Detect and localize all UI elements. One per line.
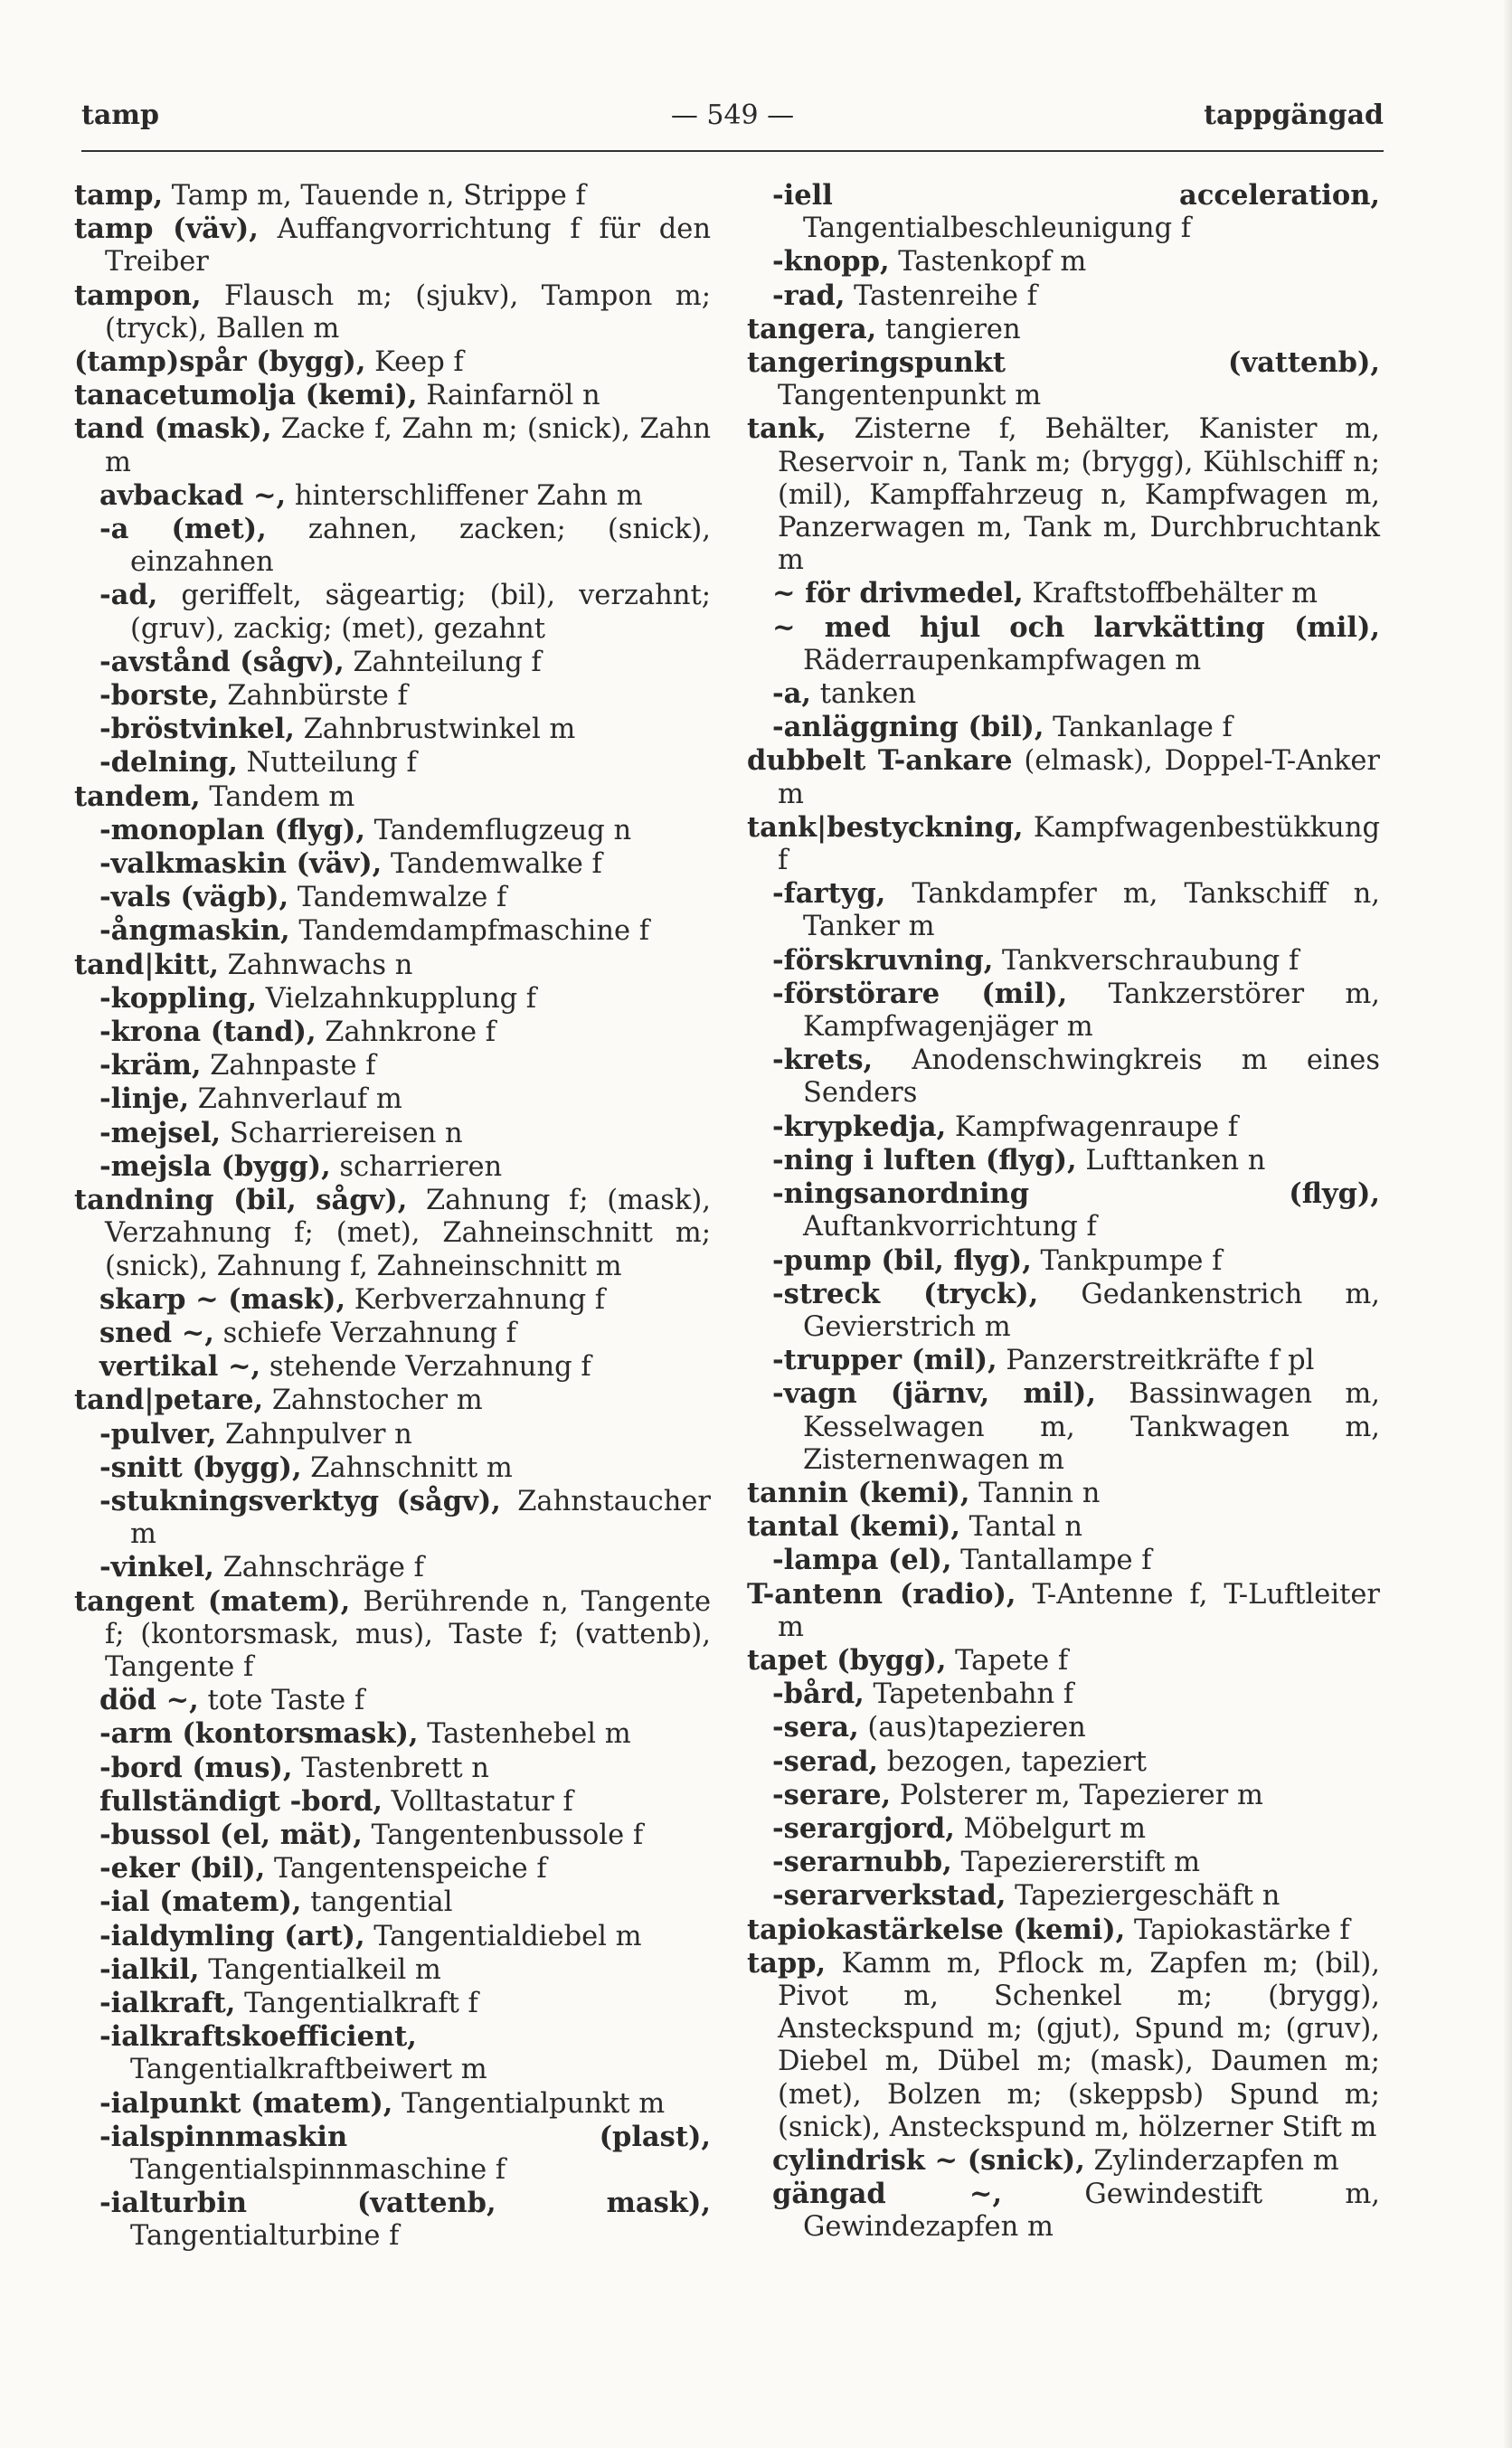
translation: Tankanlage f (1044, 712, 1233, 744)
sub-entry (747, 577, 1380, 610)
headword: död ~, (99, 1684, 199, 1717)
sub-entry (74, 479, 711, 513)
translation: Tapiokastärke f (1125, 1914, 1350, 1946)
translation: Flausch m; (sjukv), Tampon m; (tryck), Ballen m (105, 279, 711, 345)
dictionary-entry (74, 412, 711, 478)
translation: T-Antenne f, T-Luftleiter m (778, 1578, 1380, 1643)
headword: -lampa (el), (772, 1544, 952, 1577)
headword: -stukningsverktyg (sågv), (99, 1484, 501, 1517)
sub-entry (747, 877, 1380, 943)
translation: Tandem m (200, 780, 355, 813)
headword: -a, (772, 677, 812, 711)
translation: geriffelt, sägeartig; (bil), verzahnt; (gruv), zackig; (met), gezahnt (130, 580, 711, 645)
sub-entry (747, 279, 1380, 313)
headword: -ad, (99, 579, 158, 612)
sub-entry (747, 1711, 1380, 1744)
headword: tangent (matem), (74, 1584, 351, 1618)
column-left (74, 179, 711, 2254)
sub-entry (74, 1551, 711, 1584)
translation: Tastenbrett n (292, 1752, 489, 1784)
sub-entry (74, 1886, 711, 1919)
headword: -ialkraftskoefficient, (99, 2020, 417, 2054)
dictionary-entry (747, 744, 1380, 810)
sub-entry (74, 679, 711, 713)
translation: stehende Verzahnung f (260, 1351, 591, 1384)
translation: zahnen, zacken; (snick), einzahnen (130, 514, 712, 579)
translation: Tapeziererstift m (951, 1847, 1201, 1879)
translation: Kampfwagenbestükkung f (778, 811, 1380, 877)
translation: Tastenreihe f (845, 279, 1037, 312)
translation: Zahnwachs n (218, 949, 413, 981)
translation: Kamm m, Pflock m, Zapfen m; (bil), Pivot m, Schenkel m; (brygg), Ansteckspund m; (gjut), Spund m; (gruv), Diebel m, Dübel m; (mask), Daumen m; (met), Bolzen m; (skeppsb) Spund m; (snick), Ansteckspund m, hölzerner Stift m (778, 1947, 1380, 2143)
dictionary-entry (747, 1510, 1380, 1544)
headword: tapp, (747, 1946, 827, 1980)
translation: Rainfarnöl n (417, 380, 600, 412)
sub-entry (74, 1717, 711, 1751)
dictionary-entry (74, 949, 711, 982)
sub-entry (74, 2187, 711, 2253)
translation: Polsterer m, Tapezierer m (891, 1779, 1263, 1811)
sub-entry (74, 881, 711, 914)
headword: tandem, (74, 780, 201, 813)
translation: Scharriereisen n (221, 1117, 463, 1149)
sub-entry (74, 914, 711, 948)
dictionary-entry (74, 345, 711, 379)
headword: tampon, (74, 279, 202, 312)
headword: tank|bestyckning, (747, 810, 1024, 844)
sub-entry (747, 1678, 1380, 1711)
header-rule (81, 150, 1384, 152)
translation: Tangentialdiebel m (364, 1920, 642, 1952)
headword: -ning i luften (flyg), (772, 1143, 1077, 1177)
headword: -krona (tand), (99, 1016, 317, 1049)
translation: Tangentenpunkt m (778, 380, 1042, 412)
headword: tapet (bygg), (747, 1643, 947, 1677)
translation: Nutteilung f (237, 747, 417, 780)
sub-entry (747, 1812, 1380, 1846)
dictionary-entry (74, 213, 711, 279)
headword: -iell acceleration, (772, 179, 1380, 212)
translation: Zahnung f; (mask), Verzahnung f; (met), Zahneinschnitt m; (snick), Zahnung f, Zahneinschnitt m (105, 1185, 711, 1282)
headword: -serarnubb, (772, 1846, 952, 1879)
headword: tamp, (74, 179, 164, 212)
translation: Zahnbürste f (218, 680, 408, 713)
translation: Keep f (365, 346, 464, 379)
headword: -ialkil, (99, 1952, 200, 1986)
translation: Tantal n (959, 1511, 1082, 1544)
headword: -delning, (99, 746, 238, 780)
translation: (aus)tapezieren (858, 1712, 1086, 1744)
sub-entry (747, 944, 1380, 978)
headword: -a (met), (99, 513, 267, 546)
dictionary-entry (74, 1384, 711, 1417)
sub-entry (747, 179, 1380, 245)
translation: (elmask), Doppel-T-Anker m (778, 745, 1381, 810)
headword: -förskruvning, (772, 943, 994, 977)
headword: -monoplan (flyg), (99, 813, 365, 846)
headword: -kräm, (99, 1049, 202, 1082)
sub-entry (74, 1049, 711, 1082)
headword: gängad ~, (772, 2178, 1003, 2211)
headword: -valkmaskin (väv), (99, 847, 383, 881)
translation: Tapeziergeschäft n (1006, 1880, 1280, 1913)
headword: ~ för drivmedel, (772, 577, 1024, 610)
dictionary-entry (747, 1914, 1380, 1947)
translation: Anodenschwingkreis m eines Senders (803, 1044, 1380, 1110)
dictionary-entry (74, 379, 711, 412)
translation: Tangentenbussole f (362, 1819, 644, 1851)
translation: Tangentialturbine f (130, 2220, 400, 2253)
page-header (81, 99, 1384, 154)
translation: Zahnpaste f (201, 1050, 376, 1082)
dictionary-entry (74, 1585, 711, 1685)
headword: -sera, (772, 1711, 859, 1744)
translation: tanken (811, 678, 917, 711)
sub-entry (747, 1044, 1380, 1110)
headword: -rad, (772, 279, 846, 312)
dictionary-entry (747, 1578, 1380, 1644)
translation: Auffangvorrichtung f für den Treiber (105, 213, 711, 279)
headword: -ial (matem), (99, 1886, 302, 1919)
sub-entry (747, 1779, 1380, 1812)
headword: ~ med hjul och larvkätting (mil), (772, 610, 1380, 644)
headword: tangera, (747, 312, 877, 345)
headword: -pump (bil, flyg), (772, 1243, 1032, 1277)
sub-entry (74, 2121, 711, 2187)
headword: -avstånd (sågv), (99, 645, 345, 678)
sub-entry (74, 2087, 711, 2121)
translation: Tastenhebel m (418, 1718, 631, 1751)
headword: tank, (747, 412, 827, 446)
translation: Tangentialkeil m (199, 1953, 441, 1986)
headword: -bord (mus), (99, 1751, 293, 1784)
headword: -serargjord, (772, 1811, 955, 1845)
headword: -ningsanordning (flyg), (772, 1177, 1380, 1211)
translation: Tangentialpunkt m (392, 2087, 666, 2120)
translation: Auftankvorrichtung f (803, 1211, 1097, 1243)
headword: -ångmaskin, (99, 914, 290, 948)
translation: Tandemwalze f (288, 882, 507, 914)
headword: skarp ~ (mask), (99, 1282, 346, 1316)
translation: Gedankenstrich m, Gevierstrich m (803, 1278, 1380, 1343)
translation: Zahnpulver n (216, 1418, 412, 1451)
headword: -ialpunkt (matem), (99, 2086, 393, 2120)
sub-entry (747, 1244, 1380, 1278)
headword: T-antenn (radio), (747, 1577, 1016, 1611)
translation: Tandemflugzeug n (364, 814, 632, 846)
headword: -ialdymling (art), (99, 1919, 365, 1952)
dictionary-entry (747, 412, 1380, 577)
column-right (747, 179, 1380, 2245)
translation: Zahnverlauf m (189, 1083, 402, 1116)
translation: Tankdampfer m, Tankschiff n, Tanker m (803, 878, 1380, 943)
sub-entry (74, 746, 711, 780)
sub-entry (74, 1150, 711, 1184)
sub-entry (74, 1283, 711, 1317)
headword: -trupper (mil), (772, 1344, 997, 1377)
sub-entry (74, 1752, 711, 1785)
sub-entry (747, 1879, 1380, 1913)
translation: Zahnschnitt m (301, 1451, 513, 1484)
dictionary-entry (74, 279, 711, 345)
translation: Tapete f (946, 1644, 1069, 1677)
headword: -bussol (el, mät), (99, 1818, 363, 1851)
sub-entry (74, 713, 711, 746)
sub-entry (74, 2020, 711, 2086)
sub-entry (747, 1544, 1380, 1577)
headword: -linje, (99, 1082, 190, 1116)
headword: fullständigt -bord, (99, 1784, 383, 1818)
headword: -krypkedja, (772, 1110, 947, 1143)
translation: Tandemdampfmaschine f (289, 915, 649, 948)
sub-entry (74, 982, 711, 1016)
sub-entry (747, 1745, 1380, 1779)
translation: Tangentialkraft f (235, 1987, 478, 2019)
translation: Tankpumpe f (1031, 1244, 1223, 1277)
headword: tanacetumolja (kemi), (74, 379, 418, 412)
dictionary-entry (747, 1644, 1380, 1678)
translation: Räderraupenkampfwagen m (803, 644, 1202, 676)
translation: Berührende n, Tangente f; (kontorsmask, mus), Taste f; (vattenb), Tangente f (105, 1585, 712, 1683)
sub-entry (747, 677, 1380, 711)
translation: scharrieren (330, 1150, 503, 1183)
dictionary-entry (747, 346, 1380, 412)
header-last-word: tappgängad (1204, 99, 1384, 131)
headword: tand|petare, (74, 1384, 264, 1417)
headword: -koppling, (99, 981, 258, 1015)
translation: Panzerstreitkräfte f pl (997, 1345, 1315, 1377)
translation: Zylinderzapfen m (1084, 2144, 1339, 2177)
header-first-word: tamp (81, 99, 160, 131)
translation: Kraftstoffbehälter m (1023, 578, 1318, 610)
translation: Bassinwagen m, Kesselwagen m, Tankwagen m, Zisternenwagen m (803, 1378, 1380, 1476)
headword: avbackad ~, (99, 478, 287, 512)
sub-entry (74, 1082, 711, 1116)
translation: Tamp m, Tauende n, Strippe f (163, 180, 586, 212)
translation: Vielzahnkupplung f (257, 982, 537, 1015)
headword: -ialspinnmaskin (plast), (99, 2120, 711, 2153)
sub-entry (74, 1016, 711, 1049)
sub-entry (747, 1344, 1380, 1377)
headword: cylindrisk ~ (snick), (772, 2143, 1085, 2177)
headword: -streck (tryck), (772, 1277, 1039, 1310)
translation: Möbelgurt m (954, 1812, 1147, 1845)
translation: Kerbverzahnung f (345, 1283, 606, 1316)
headword: sned ~, (99, 1316, 214, 1349)
sub-entry (747, 1278, 1380, 1344)
headword: -snitt (bygg), (99, 1451, 302, 1484)
headword: tand (mask), (74, 412, 272, 446)
headword: -vinkel, (99, 1551, 214, 1584)
sub-entry (74, 1684, 711, 1717)
dictionary-entry (747, 1477, 1380, 1510)
sub-entry (74, 1117, 711, 1150)
translation: Tangentenspeiche f (265, 1853, 547, 1886)
headword: -serarverkstad, (772, 1879, 1006, 1913)
sub-entry (747, 1111, 1380, 1144)
sub-entry (74, 1953, 711, 1987)
headword: tand|kitt, (74, 948, 219, 981)
sub-entry (747, 2178, 1380, 2244)
headword: -pulver, (99, 1417, 217, 1451)
sub-entry (747, 2144, 1380, 2178)
translation: Zahnteilung f (344, 646, 542, 678)
translation: Gewindestift m, Gewindezapfen m (803, 2179, 1380, 2244)
headword: vertikal ~, (99, 1350, 261, 1384)
headword: -bröstvinkel, (99, 713, 295, 746)
translation: Zacke f, Zahn m; (snick), Zahn m (105, 413, 711, 478)
headword: -borste, (99, 679, 219, 713)
sub-entry (747, 245, 1380, 279)
dictionary-entry (747, 811, 1380, 877)
headword: -knopp, (772, 245, 890, 279)
translation: Zisterne f, Behälter, Kanister m, Reservoir n, Tank m; (brygg), Kühlschiff n; (mil), Kampffahrzeug n, Kampfwagen m, Panzerwagen m, Tank m, Durchbruchtank m (778, 413, 1380, 577)
translation: Zahnbrustwinkel m (294, 714, 576, 746)
translation: Tapetenbahn f (864, 1678, 1074, 1711)
sub-entry (74, 1317, 711, 1350)
sub-entry (74, 814, 711, 847)
dictionary-entry (747, 313, 1380, 346)
sub-entry (747, 978, 1380, 1044)
page-number: — 549 — (670, 99, 795, 131)
dictionary-entry (74, 179, 711, 213)
sub-entry (74, 1350, 711, 1384)
translation: hinterschliffener Zahn m (286, 479, 643, 512)
translation: Tantallampe f (951, 1545, 1152, 1577)
headword: tannin (kemi), (747, 1476, 970, 1509)
translation: Tankverschraubung f (993, 944, 1299, 977)
translation: Lufttanken n (1076, 1144, 1266, 1177)
headword: -mejsel, (99, 1116, 222, 1149)
sub-entry (74, 1451, 711, 1485)
translation: Zahnkrone f (316, 1016, 496, 1049)
sub-entry (74, 1920, 711, 1953)
headword: (tamp)spår (bygg), (74, 345, 366, 379)
sub-entry (74, 1852, 711, 1886)
headword: tantal (kemi), (747, 1510, 960, 1544)
dictionary-entry (74, 1184, 711, 1283)
headword: -serare, (772, 1778, 892, 1811)
headword: tangeringspunkt (vattenb), (747, 346, 1380, 380)
sub-entry (747, 1144, 1380, 1177)
sub-entry (74, 579, 711, 645)
headword: -arm (kontorsmask), (99, 1717, 419, 1751)
translation: Tangentialkraftbeiwert m (130, 2054, 487, 2086)
translation: Kampfwagenraupe f (946, 1111, 1239, 1143)
sub-entry (747, 1846, 1380, 1879)
translation: Volltastatur f (382, 1785, 573, 1818)
headword: -vals (vägb), (99, 881, 289, 914)
translation: Tandemwalke f (382, 848, 602, 881)
sub-entry (74, 847, 711, 881)
sub-entry (74, 1987, 711, 2020)
translation: Tankzerstörer m, Kampfwagenjäger m (803, 978, 1380, 1044)
translation: Tangentialspinnmaschine f (130, 2153, 506, 2186)
sub-entry (747, 1177, 1380, 1243)
sub-entry (74, 1485, 711, 1551)
headword: tamp (väv), (74, 213, 259, 246)
translation: Zahnschräge f (213, 1552, 424, 1584)
headword: -anläggning (bil), (772, 711, 1044, 744)
headword: -bård, (772, 1678, 865, 1711)
headword: -eker (bil), (99, 1852, 266, 1886)
headword: -fartyg, (772, 877, 886, 911)
translation: tangential (301, 1886, 453, 1919)
headword: -ialkraft, (99, 1986, 236, 2019)
page-edge (1503, 0, 1512, 2448)
headword: -krets, (772, 1044, 874, 1077)
sub-entry (74, 1785, 711, 1819)
sub-entry (747, 1377, 1380, 1477)
translation: Tannin n (969, 1477, 1101, 1509)
headword: tapiokastärkelse (kemi), (747, 1913, 1126, 1946)
sub-entry (747, 711, 1380, 744)
headword: tandning (bil, sågv), (74, 1184, 408, 1217)
translation: schiefe Verzahnung f (213, 1317, 516, 1349)
sub-entry (74, 513, 711, 579)
headword: -serad, (772, 1744, 879, 1778)
translation: tote Taste f (198, 1685, 365, 1717)
translation: tangieren (876, 313, 1021, 345)
sub-entry (747, 611, 1380, 677)
headword: -ialturbin (vattenb, mask), (99, 2187, 711, 2220)
dictionary-entry (74, 780, 711, 814)
dictionary-entry (747, 1947, 1380, 2144)
translation: Tangentialbeschleunigung f (803, 213, 1192, 245)
headword: -förstörare (mil), (772, 977, 1068, 1010)
headword: dubbelt T-ankare (747, 744, 1013, 778)
translation: Tastenkopf m (889, 246, 1087, 279)
translation: Zahnstaucher m (130, 1485, 711, 1551)
translation: bezogen, tapeziert (878, 1745, 1148, 1778)
sub-entry (74, 646, 711, 679)
sub-entry (74, 1418, 711, 1451)
sub-entry (74, 1819, 711, 1852)
headword: -mejsla (bygg), (99, 1149, 331, 1183)
headword: -vagn (järnv, mil), (772, 1377, 1096, 1411)
translation: Zahnstocher m (263, 1385, 483, 1417)
